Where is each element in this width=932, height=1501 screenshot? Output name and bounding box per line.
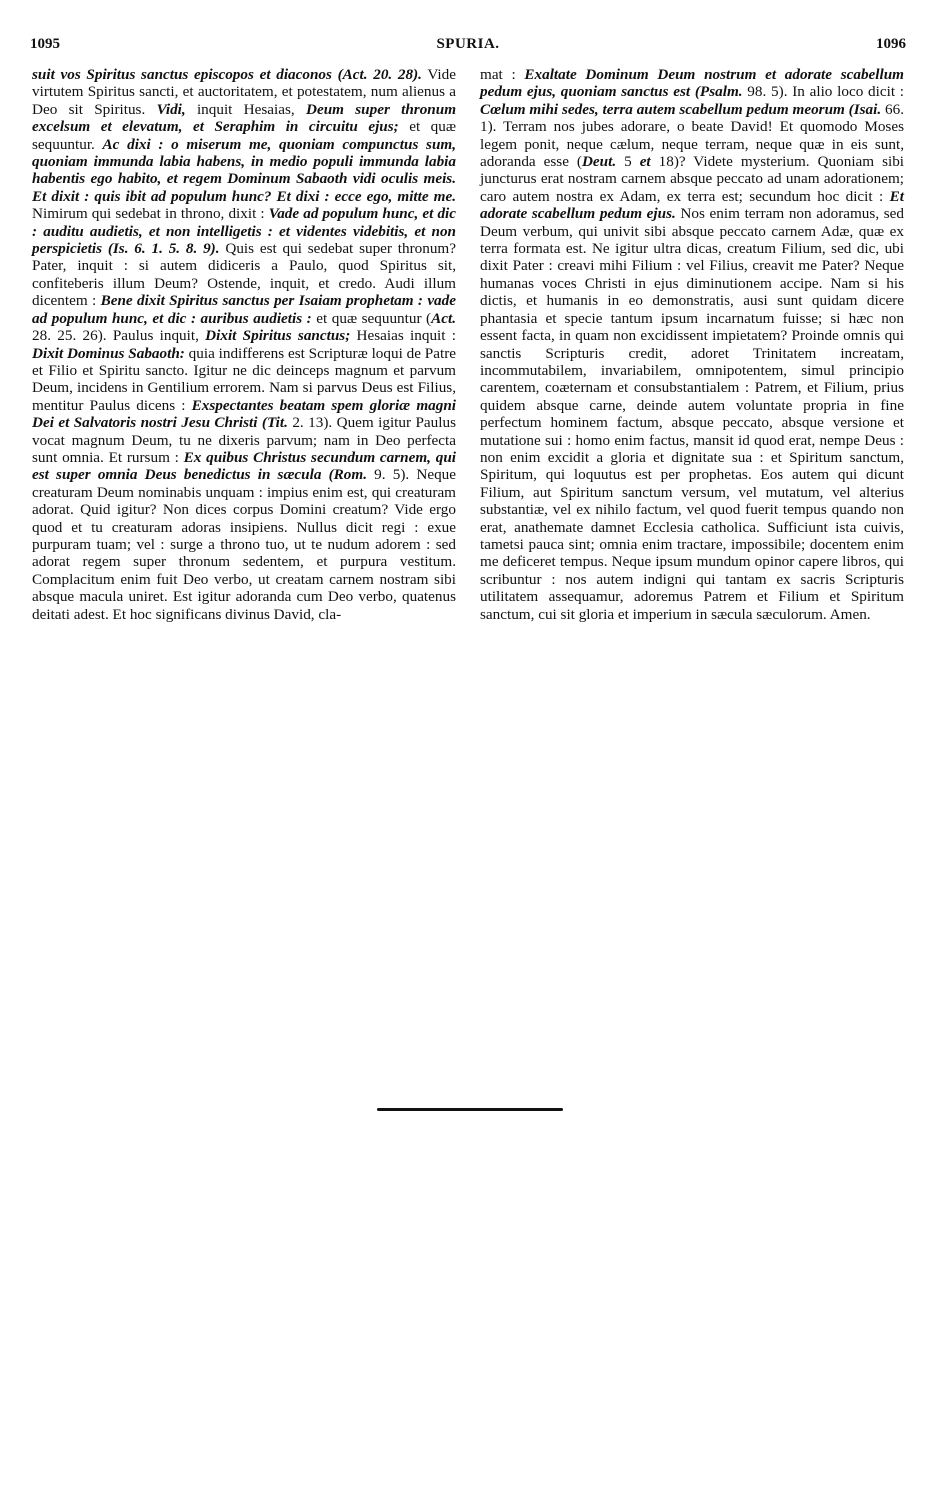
italic-run: et (639, 153, 651, 171)
text-run: 2. 13). Quem igitur Paulus vocat magnum Deum, tu ne dixeris parvum; nam in Deo perfecta sunt omnia. Et rursum : (32, 414, 456, 466)
text-run: 28. 25. 26). Paulus inquit, (32, 327, 206, 345)
italic-run: Exspectantes beatam spem gloriæ magni Dei et Salvatoris nostri Jesu Christi (Tit. (32, 396, 456, 432)
italic-run: suit vos Spiritus sanctus episcopos et diaconos (Act. 20. 28). (32, 66, 422, 83)
italic-run: Vidi, (156, 100, 186, 118)
text-run: 98. 5). In alio loco dicit : (742, 83, 905, 101)
italic-run: Deum super thronum excelsum et elevatum, et Seraphim in circuitu ejus; (32, 100, 457, 136)
right-column-text (480, 66, 904, 623)
italic-run: Dixit Spiritus sanctus; (205, 327, 351, 345)
right-column (480, 66, 904, 623)
text-run: et quæ sequuntur. (32, 118, 456, 153)
italic-run: Bene dixit Spiritus sanctus per Isaiam prophetam : vade ad populum hunc, et dic : auribus audietis : (32, 292, 456, 327)
text-run: Nos enim terram non adoramus, sed Deum verbum, qui univit sibi absque peccato carnem Adæ, quæ ex terra formata est. Ne igitur ultra dicas, creatum Filium, sed dic, ubi dixit Pater : creavi mihi Filium : vel Filius, creavit me Pater? Neque humanas voces Christi in ejus diminutionem accipe. Nam si his dictis, et humanis in eo demonstratis, ausi sunt quidam dicere phantasia et specie tantum ipsum incarnatum fuisse; si hæc non essent facta, in quam non excidissent impietatem? Proinde omnis qui sanctis Scripturis credit, adoret Trinitatem increatam, incommutabilem, invariabilem, omnipotentem, simul principio carentem, coæternam et consubstantialem : Patrem, et Filium, prius quidem absque carne, deinde autem voluntate propria in fine perfectum hominem factum, absque peccato, absque versione et mutatione sui : homo enim factus, mansit id quod erat, nempe Deus : non enim excidit a gloria et dignitate sua : et Spiritum sanctum, Spiritum, qui loquutus est per prophetas. Eos autem qui dicunt Filium, aut Spiritum sanctum versum, vel mutatum, vel alterius substantiæ, vel ex nihilo factum, vel quod fuerit tempus quando non erat, anathemate damnet Ecclesia catholica. Sufficiunt ista cuivis, tametsi pauca sint; omnia enim tractare, impossibile; docentem enim me deficeret tempus. Neque ipsum mundum opinor capere libros, qui scribuntur : nos autem indigni qui tantam ex sacris Scripturis utilitatem assequamur, adoremus Patrem et Filium et Spiritum sanctum, cui sit gloria et imperium in sæcula sæculorum. Amen. (480, 205, 905, 623)
page-header (30, 36, 906, 60)
text-run: Quis est qui sedebat super thronum? Pater, inquit : si autem didiceris a Paulo, quod Spiritus sit, confiteberis illum Deum? Ostende, inquit, et credo. Audi illum dicentem : (32, 240, 456, 310)
italic-run: Exaltate Dominum Deum nostrum et adorate scabellum pedum ejus, quoniam sanctus est (Psalm. (480, 66, 904, 101)
italic-run: Act. (431, 309, 457, 327)
page-number-left: 1095 (30, 36, 60, 52)
italic-run: Deut. (581, 153, 617, 171)
end-rule (377, 1108, 563, 1111)
italic-run: Vade ad populum hunc, et dic : auditu audietis, et non intelligetis : et videntes videbitis, et non perspicietis (Is. 6. 1. 5. 8. 9). (32, 205, 456, 258)
italic-run: Ex quibus Christus secundum carnem, qui est super omnia Deus benedictus in sæcula (Rom. (32, 448, 456, 484)
text-run: inquit Hesaias, (185, 100, 306, 118)
text-run: Vide virtutem Spiritus sancti, et auctoritatem, et potestatem, num alienus a Deo sit Spiritus. (32, 66, 456, 118)
text-run: 66. 1). Terram nos jubes adorare, o beate David! Et quomodo Moses legem ponit, neque cælum, neque terram, neque quæ in eis sunt, adoranda esse ( (480, 100, 904, 171)
text-run: quia indifferens est Scripturæ loqui de Patre et Filio et Spiritu sancto. Igitur ne dic deinceps magnum et parvum Deum, incidens in Gentilium errorem. Nam si parvus Deus est Filius, mentitur Paulus dicens : (32, 344, 456, 414)
left-column-text (32, 66, 456, 623)
text-run: 18)? Videte mysterium. Quoniam sibi juncturus erat nostram carnem absque peccato ad unam adorationem; caro autem nostra ex Adam, ex terra est; secundum hoc dicit : (480, 153, 905, 205)
text-run: 9. 5). Neque creaturam Deum nominabis unquam : impius enim est, qui creaturam adorat. Quid igitur? Non dices corpus Domini creatum? Vide ergo quod et tu creaturam adoras insipiens. Nullus dicit regi : exue purpuram tuam; vel : surge a throno tuo, ut te nudum adorem : sed adorat regem super thronum sedentem, et purpura vestitum. Complacitum enim fuit Deo verbo, ut creatam carnem nostram sibi absque macula uniret. Est igitur adoranda cum Deo verbo, quatenus deitati adest. Et hoc significans divinus David, cla- (32, 466, 456, 623)
running-title: SPURIA. (436, 36, 500, 52)
italic-run: Dixit Dominus Sabaoth: (32, 344, 185, 362)
italic-run: Cœlum mihi sedes, terra autem scabellum pedum meorum (Isai. (480, 100, 882, 118)
text-run: 5 (616, 153, 640, 171)
text-run: et quæ sequuntur ( (311, 309, 432, 327)
text-run: Nimirum qui sedebat in throno, dixit : (32, 205, 269, 223)
text-run: Hesaias inquit : (350, 327, 456, 345)
italic-run: Et adorate scabellum pedum ejus. (480, 187, 904, 223)
left-column (32, 66, 456, 623)
page-number-right: 1096 (876, 36, 906, 52)
text-run: mat : (480, 66, 525, 83)
italic-run: Ac dixi : o miserum me, quoniam compunctus sum, quoniam immunda labia habens, in medio populi immunda labia habentis ego habito, et regem Dominum Sabaoth vidi oculis meis. Et dixit : quis ibit ad populum hunc? Et dixi : ecce ego, mitte me. (32, 135, 457, 205)
